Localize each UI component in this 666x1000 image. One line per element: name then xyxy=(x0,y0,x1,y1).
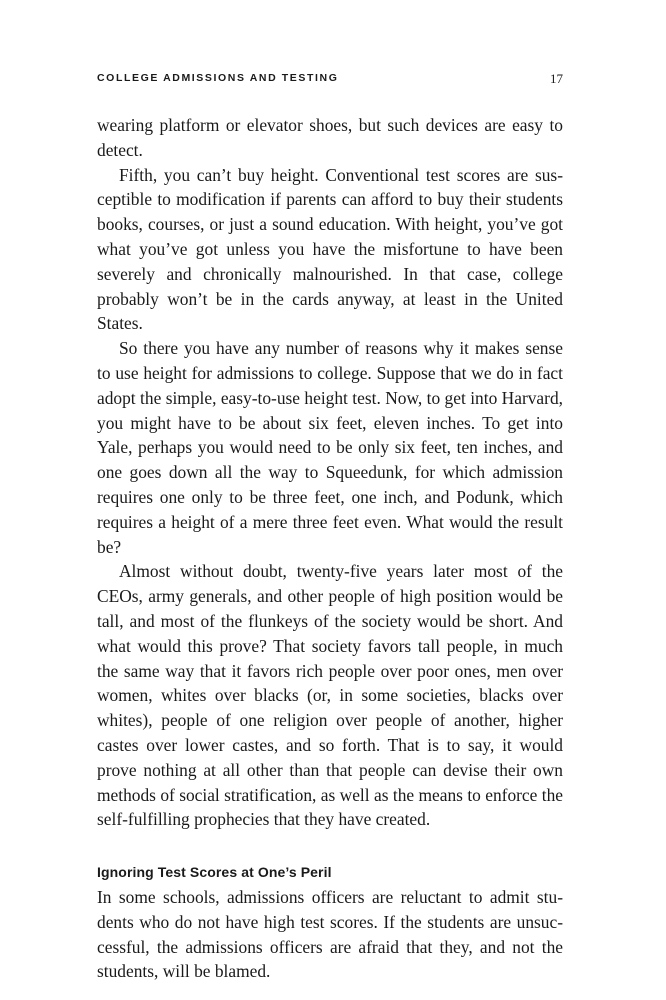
paragraph: Almost without doubt, twenty-five years later most of the CEOs, army generals, and other people of high position would be tall, and most of the flunkeys of the society would be short. And what would this prove? That society favors tall people, in much the same way that it favors rich people over poor ones, men over women, whites over blacks (or, in some societies, blacks over whites), people of one religion over people of another, higher castes over lower castes, and so forth. That is to say, it would prove nothing at all other than that people can devise their own methods of social stratification, as well as the means to enforce the self-fulfilling prophecies that they have created. xyxy=(97,561,563,830)
paragraph: Fifth, you can’t buy height. Conventional test scores are susceptible to modification if parents can afford to buy their students books, courses, or just a sound education. With height, you’ve got what you’ve got unless you have the misfortune to have been severely and chronically malnourished. In that case, college probably won’t be in the cards anyway, at least in the United States. xyxy=(97,164,563,334)
running-head: COLLEGE ADMISSIONS AND TESTING xyxy=(97,72,339,84)
section-heading: Ignoring Test Scores at One’s Peril xyxy=(97,864,332,881)
body-text xyxy=(97,113,563,984)
paragraph: wearing platform or elevator shoes, but such devices are easy to detect. xyxy=(97,115,563,160)
paragraph: In some schools, admissions officers are reluctant to admit students who do not have high test scores. If the students are unsuccessful, the admissions officers are afraid that they, and not the students, will be blamed. xyxy=(97,886,563,982)
page-number: 17 xyxy=(550,71,563,86)
paragraph: So there you have any number of reasons why it makes sense to use height for admissions to college. Suppose that we do in fact adopt the simple, easy-to-use height test. Now, to get into Harvard, you might have to be about six feet, eleven inches. To get into Yale, perhaps you would need to be only six feet, ten inches, and one goes down all the way to Squeedunk, for which admission requires one only to be three feet, one inch, and Podunk, which requires a height of a mere three feet even. What would the result be? xyxy=(97,338,563,557)
